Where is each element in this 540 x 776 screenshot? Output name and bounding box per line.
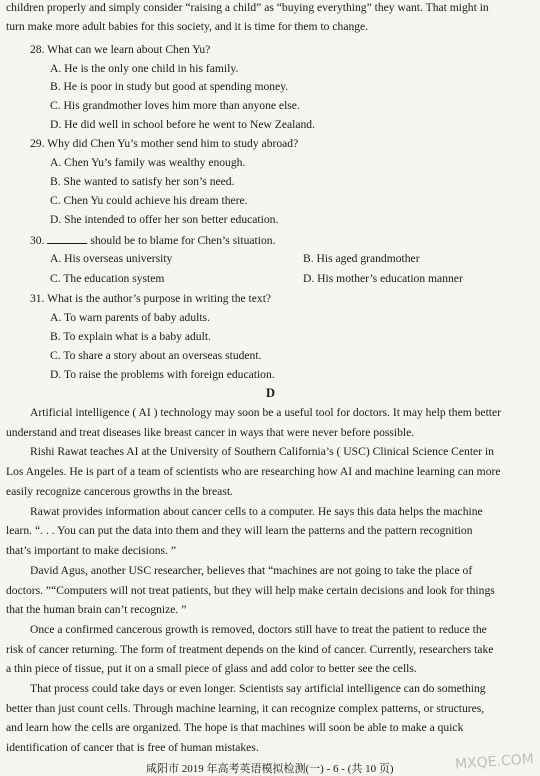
question-29-stem: 29. Why did Chen Yu’s mother send him to study abroad? [30,137,299,150]
passage-line: Los Angeles. He is part of a team of scientists who are researching how AI and machine learning can more [6,465,501,478]
q28-option-a: A. He is the only one child in his family. [50,62,239,75]
passage-line: learn. “. . . You can put the data into them and they will learn the patterns and the pattern recognition [6,524,473,537]
section-heading-d: D [266,386,276,400]
q30-option-d: D. His mother’s education manner [303,272,463,285]
passage-line: David Agus, another USC researcher, believes that “machines are not going to take the place of [30,564,473,577]
q28-option-b: B. He is poor in study but good at spending money. [50,80,289,93]
q30-option-c: C. The education system [50,272,165,285]
intro-line-2: turn make more adult babies for this society, and it is time for them to change. [6,20,369,33]
passage-line: and learn how the cells are organized. The hope is that machines will soon be able to make a quick [6,721,464,734]
question-30-number: 30. [30,234,45,247]
q30-option-a: A. His overseas university [50,252,173,265]
intro-line-1: children properly and simply consider “raising a child” as “buying everything” they want. That might in [6,1,489,14]
passage-line: risk of cancer returning. The form of treatment depends on the kind of cancer. Currently, researchers take [6,643,494,656]
question-30-text: should be to blame for Chen’s situation. [90,234,276,247]
passage-line: doctors. ”“Computers will not treat patients, but they will help make certain decisions and look for things [6,584,495,597]
passage-line: identification of cancer that is free of human mistakes. [6,741,259,754]
question-31-stem: 31. What is the author’s purpose in writing the text? [30,292,272,305]
passage-line: Artificial intelligence ( AI ) technology may soon be a useful tool for doctors. It may help them better [30,406,502,419]
answer-blank [47,233,87,244]
passage-line: that’s important to make decisions. ” [6,544,177,557]
q31-option-d: D. To raise the problems with foreign education. [50,368,275,381]
passage-line: that the human brain can’t recognize. ” [6,603,187,616]
passage-line: better than just count cells. Through machine learning, it can recognize complex patterns, or structures, [6,702,485,715]
question-28-stem: 28. What can we learn about Chen Yu? [30,43,211,56]
q31-option-b: B. To explain what is a baby adult. [50,330,211,343]
q31-option-c: C. To share a story about an overseas student. [50,349,262,362]
q28-option-c: C. His grandmother loves him more than anyone else. [50,99,300,112]
q29-option-b: B. She wanted to satisfy her son’s need. [50,175,235,188]
passage-line: Once a confirmed cancerous growth is removed, doctors still have to treat the patient to reduce the [30,623,487,636]
passage-line: easily recognize cancerous growths in the breast. [6,485,233,498]
passage-line: understand and treat diseases like breast cancer in ways that were never before possible. [6,426,415,439]
passage-line: Rawat provides information about cancer cells to a computer. He says this data helps the machine [30,505,483,518]
q30-option-b: B. His aged grandmother [303,252,420,265]
passage-line: Rishi Rawat teaches AI at the University of Southern California’s ( USC) Clinical Science Center in [30,445,494,458]
question-30-stem [30,233,275,248]
site-watermark: MXQE.COM [454,751,535,773]
page-footer: 咸阳市 2019 年高考英语模拟检测(一) - 6 - (共 10 页) [146,763,394,775]
q29-option-a: A. Chen Yu’s family was wealthy enough. [50,156,246,169]
q31-option-a: A. To warn parents of baby adults. [50,311,210,324]
q29-option-d: D. She intended to offer her son better education. [50,213,279,226]
passage-line: That process could take days or even longer. Scientists say artificial intelligence can do something [30,682,486,695]
q29-option-c: C. Chen Yu could achieve his dream there. [50,194,248,207]
passage-line: a thin piece of tissue, put it on a small piece of glass and add color to better see the cells. [6,662,417,675]
q28-option-d: D. He did well in school before he went to New Zealand. [50,118,315,131]
